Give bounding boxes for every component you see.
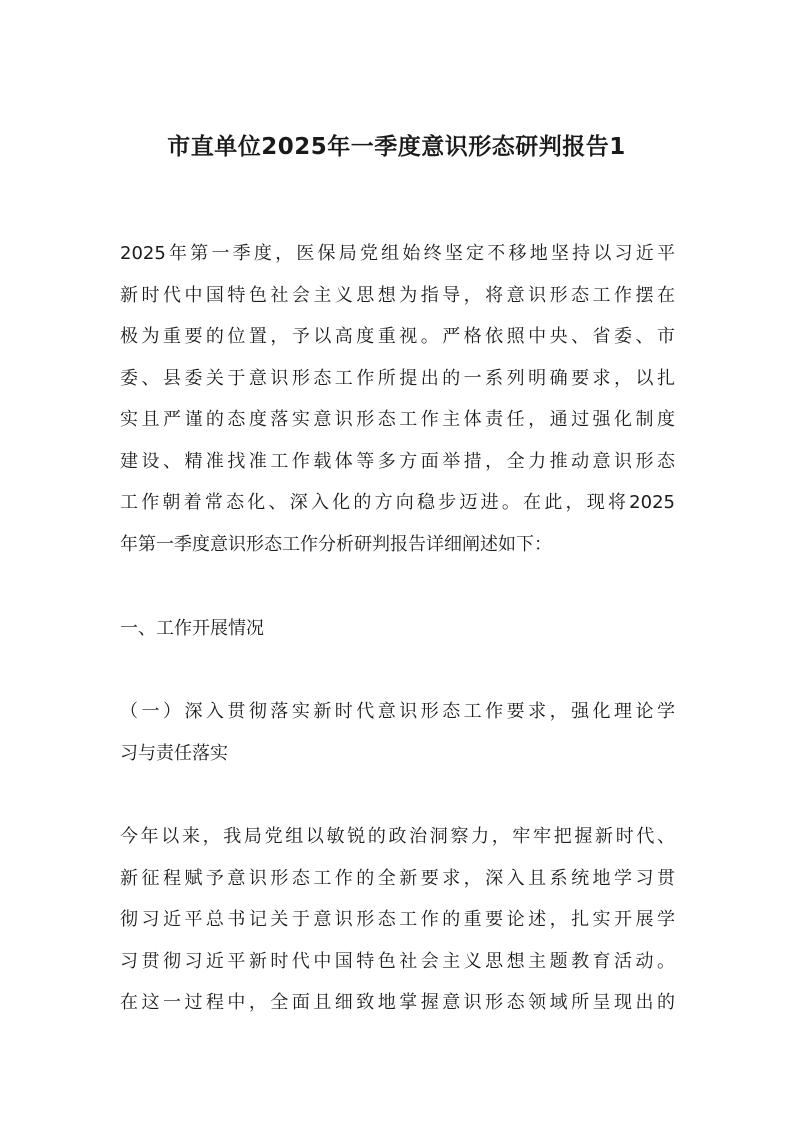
paragraph-line: 新时代中国特色社会主义思想为指导，将意识形态工作摆在 <box>120 285 675 306</box>
section-heading: 一、工作开展情况 <box>120 618 264 639</box>
paragraph-line: 习贯彻习近平新时代中国特色社会主义思想主题教育活动。 <box>120 951 675 972</box>
document-title: 市直单位2025年一季度意识形态研判报告1 <box>167 134 626 160</box>
paragraph-line: 建设、精准找准工作载体等多方面举措，全力推动意识形态 <box>120 451 675 472</box>
subsection-heading-line: 习与责任落实 <box>120 743 228 764</box>
paragraph-line: 实且严谨的态度落实意识形态工作主体责任，通过强化制度 <box>120 409 675 430</box>
paragraph-line: 新征程赋予意识形态工作的全新要求，深入且系统地学习贯 <box>120 868 675 889</box>
paragraph-line: 今年以来，我局党组以敏锐的政治洞察力，牢牢把握新时代、 <box>120 826 675 847</box>
paragraph-line: 彻习近平总书记关于意识形态工作的重要论述，扎实开展学 <box>120 909 675 930</box>
subsection-heading-line: （一）深入贯彻落实新时代意识形态工作要求，强化理论学 <box>120 701 675 722</box>
paragraph-line: 极为重要的位置，予以高度重视。严格依照中央、省委、市 <box>120 326 675 347</box>
paragraph-line: 委、县委关于意识形态工作所提出的一系列明确要求，以扎 <box>120 368 675 389</box>
paragraph-line: 在这一过程中，全面且细致地掌握意识形态领域所呈现出的 <box>120 992 675 1013</box>
paragraph-line: 2025年第一季度，医保局党组始终坚定不移地坚持以习近平 <box>120 243 675 264</box>
paragraph-line: 年第一季度意识形态工作分析研判报告详细阐述如下： <box>120 534 552 555</box>
paragraph-line: 工作朝着常态化、深入化的方向稳步迈进。在此，现将2025 <box>120 492 675 513</box>
